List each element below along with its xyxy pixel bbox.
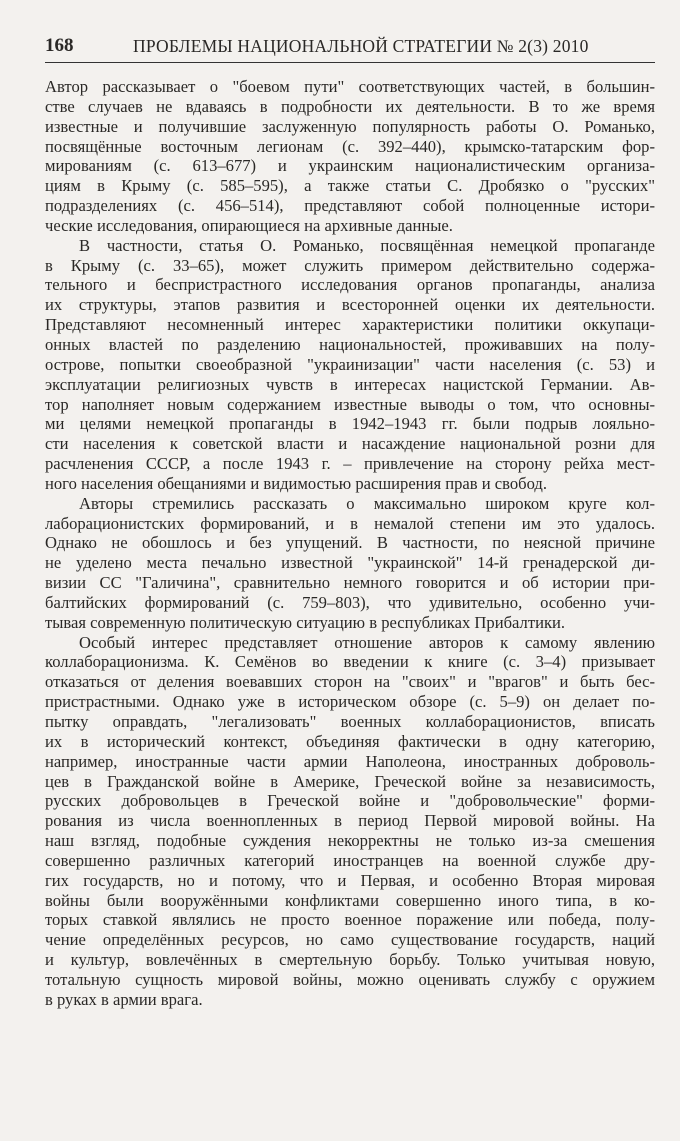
text-line: пытку оправдать, "легализовать" военных коллаборационистов, вписать — [45, 712, 655, 731]
paragraph — [45, 77, 655, 236]
text-line: отказаться от деления воевавших сторон на "своих" и "врагов" и быть бес- — [45, 672, 655, 692]
text-line: тор наполняет новым содержанием известные выводы о том, что основны- — [45, 394, 655, 414]
text-line: тельного и беспристрастного исследования органов пропаганды, анализа — [45, 275, 655, 295]
text-line: ного населения обещаниями и видимостью расширения прав и свобод. — [45, 473, 548, 493]
text-line: коллаборационизма. К. Семёнов во введении к книге (с. 3–4) призывает — [45, 652, 655, 672]
text-line: сти населения к советской власти и насаждение национальной розни для — [45, 434, 655, 454]
text-line: посвящённые восточным легионам (с. 392–440), крымско-татарским фор- — [45, 136, 655, 156]
text-line: в Крыму (с. 33–65), может служить примером действительно содержа- — [45, 255, 655, 275]
text-line: подразделениях (с. 456–514), представляют собой полноценные истори- — [45, 196, 655, 216]
text-line: русских добровольцев в Греческой войне и "добровольческие" форми- — [45, 791, 655, 811]
text-line: в руках в армии врага. — [45, 989, 203, 1009]
text-line: их в исторический контекст, объединяя фактически в одну категорию, — [45, 731, 655, 751]
running-title: ПРОБЛЕМЫ НАЦИОНАЛЬНОЙ СТРАТЕГИИ № 2(3) 2010 — [133, 36, 589, 56]
paragraph — [45, 633, 655, 1010]
text-line: не уделено места печально известной "украинской" 14-й гренадерской ди- — [45, 553, 655, 573]
text-line: визии СС "Галичина", сравнительно немного говорится и об истории при- — [45, 573, 655, 593]
text-line: Автор рассказывает о "боевом пути" соответствующих частей, в большин- — [45, 77, 655, 96]
text-line: мированиям (с. 613–677) и украинским националистическим организа- — [45, 156, 655, 176]
text-line: войны были вооружёнными конфликтами совершенно иного типа, в ко- — [45, 890, 655, 910]
text-line: известные и получившие заслуженную популярность работы О. Романько, — [45, 116, 655, 136]
text-line: лаборационистских формирований, и в немалой степени им это удалось. — [45, 513, 655, 533]
text-line: Особый интерес представляет отношение авторов к самому явлению — [79, 632, 655, 652]
text-line: стве случаев не вдаваясь в подробности их деятельности. В то же время — [45, 96, 655, 116]
text-line: Представляют несомненный интерес характеристики политики оккупаци- — [45, 315, 655, 335]
text-line: их структуры, этапов развития и всесторонней оценки их деятельности. — [45, 295, 655, 315]
article-body — [45, 77, 655, 1010]
text-line: пристрастными. Однако уже в историческом обзоре (с. 5–9) он делает по- — [45, 692, 655, 712]
page-number: 168 — [45, 35, 74, 56]
text-line: острове, попытки своеобразной "украинизации" части населения (с. 53) и — [45, 354, 655, 374]
text-line: и культур, вовлечённых в смертельную борьбу. Только учитывая новую, — [45, 950, 655, 970]
text-line: например, иностранные части армии Наполеона, иностранных доброволь- — [45, 751, 655, 771]
text-line: циям в Крыму (с. 585–595), а также статьи С. Дробязко о "русских" — [45, 176, 655, 196]
paragraph — [45, 494, 655, 633]
text-line: расчленения СССР, а после 1943 г. – привлечение на сторону рейха мест- — [45, 454, 655, 474]
text-line: торых ставкой являлись не просто военное поражение или победа, полу- — [45, 910, 655, 930]
text-line: цев в Гражданской войне в Америке, Греческой войне за независимость, — [45, 771, 655, 791]
paragraph — [45, 236, 655, 494]
text-line: наш взгляд, подобные суждения некорректны не только из-за смешения — [45, 831, 655, 851]
text-line: гих государств, но и потому, что и Первая, и особенно Вторая мировая — [45, 870, 655, 890]
text-line: ми целями немецкой пропаганды в 1942–1943 гг. были подрыв лояльно- — [45, 414, 655, 434]
text-line: балтийских формирований (с. 759–803), что удивительно, особенно учи- — [45, 592, 655, 612]
running-header — [45, 32, 655, 63]
text-line: тывая современную политическую ситуацию в республиках Прибалтики. — [45, 612, 566, 632]
text-line: чение определённых ресурсов, но само существование государств, наций — [45, 930, 655, 950]
text-line: эксплуатации религиозных чувств в интересах нацистской Германии. Ав- — [45, 374, 655, 394]
text-line: ческие исследования, опирающиеся на архивные данные. — [45, 215, 453, 235]
text-line: Авторы стремились рассказать о максимально широком круге кол- — [79, 493, 655, 513]
text-line: тотальную сущность мировой войны, можно оценивать службу с оружием — [45, 969, 655, 989]
text-line: совершенно различных категорий иностранцев на военной службе дру- — [45, 850, 655, 870]
text-line: рования из числа военнопленных в период Первой мировой войны. На — [45, 811, 655, 831]
text-line: Однако не обошлось и без упущений. В частности, по неясной причине — [45, 533, 655, 553]
text-line: В частности, статья О. Романько, посвящённая немецкой пропаганде — [79, 235, 655, 255]
text-line: онных властей по разделению национальностей, проживавших на полу- — [45, 334, 655, 354]
